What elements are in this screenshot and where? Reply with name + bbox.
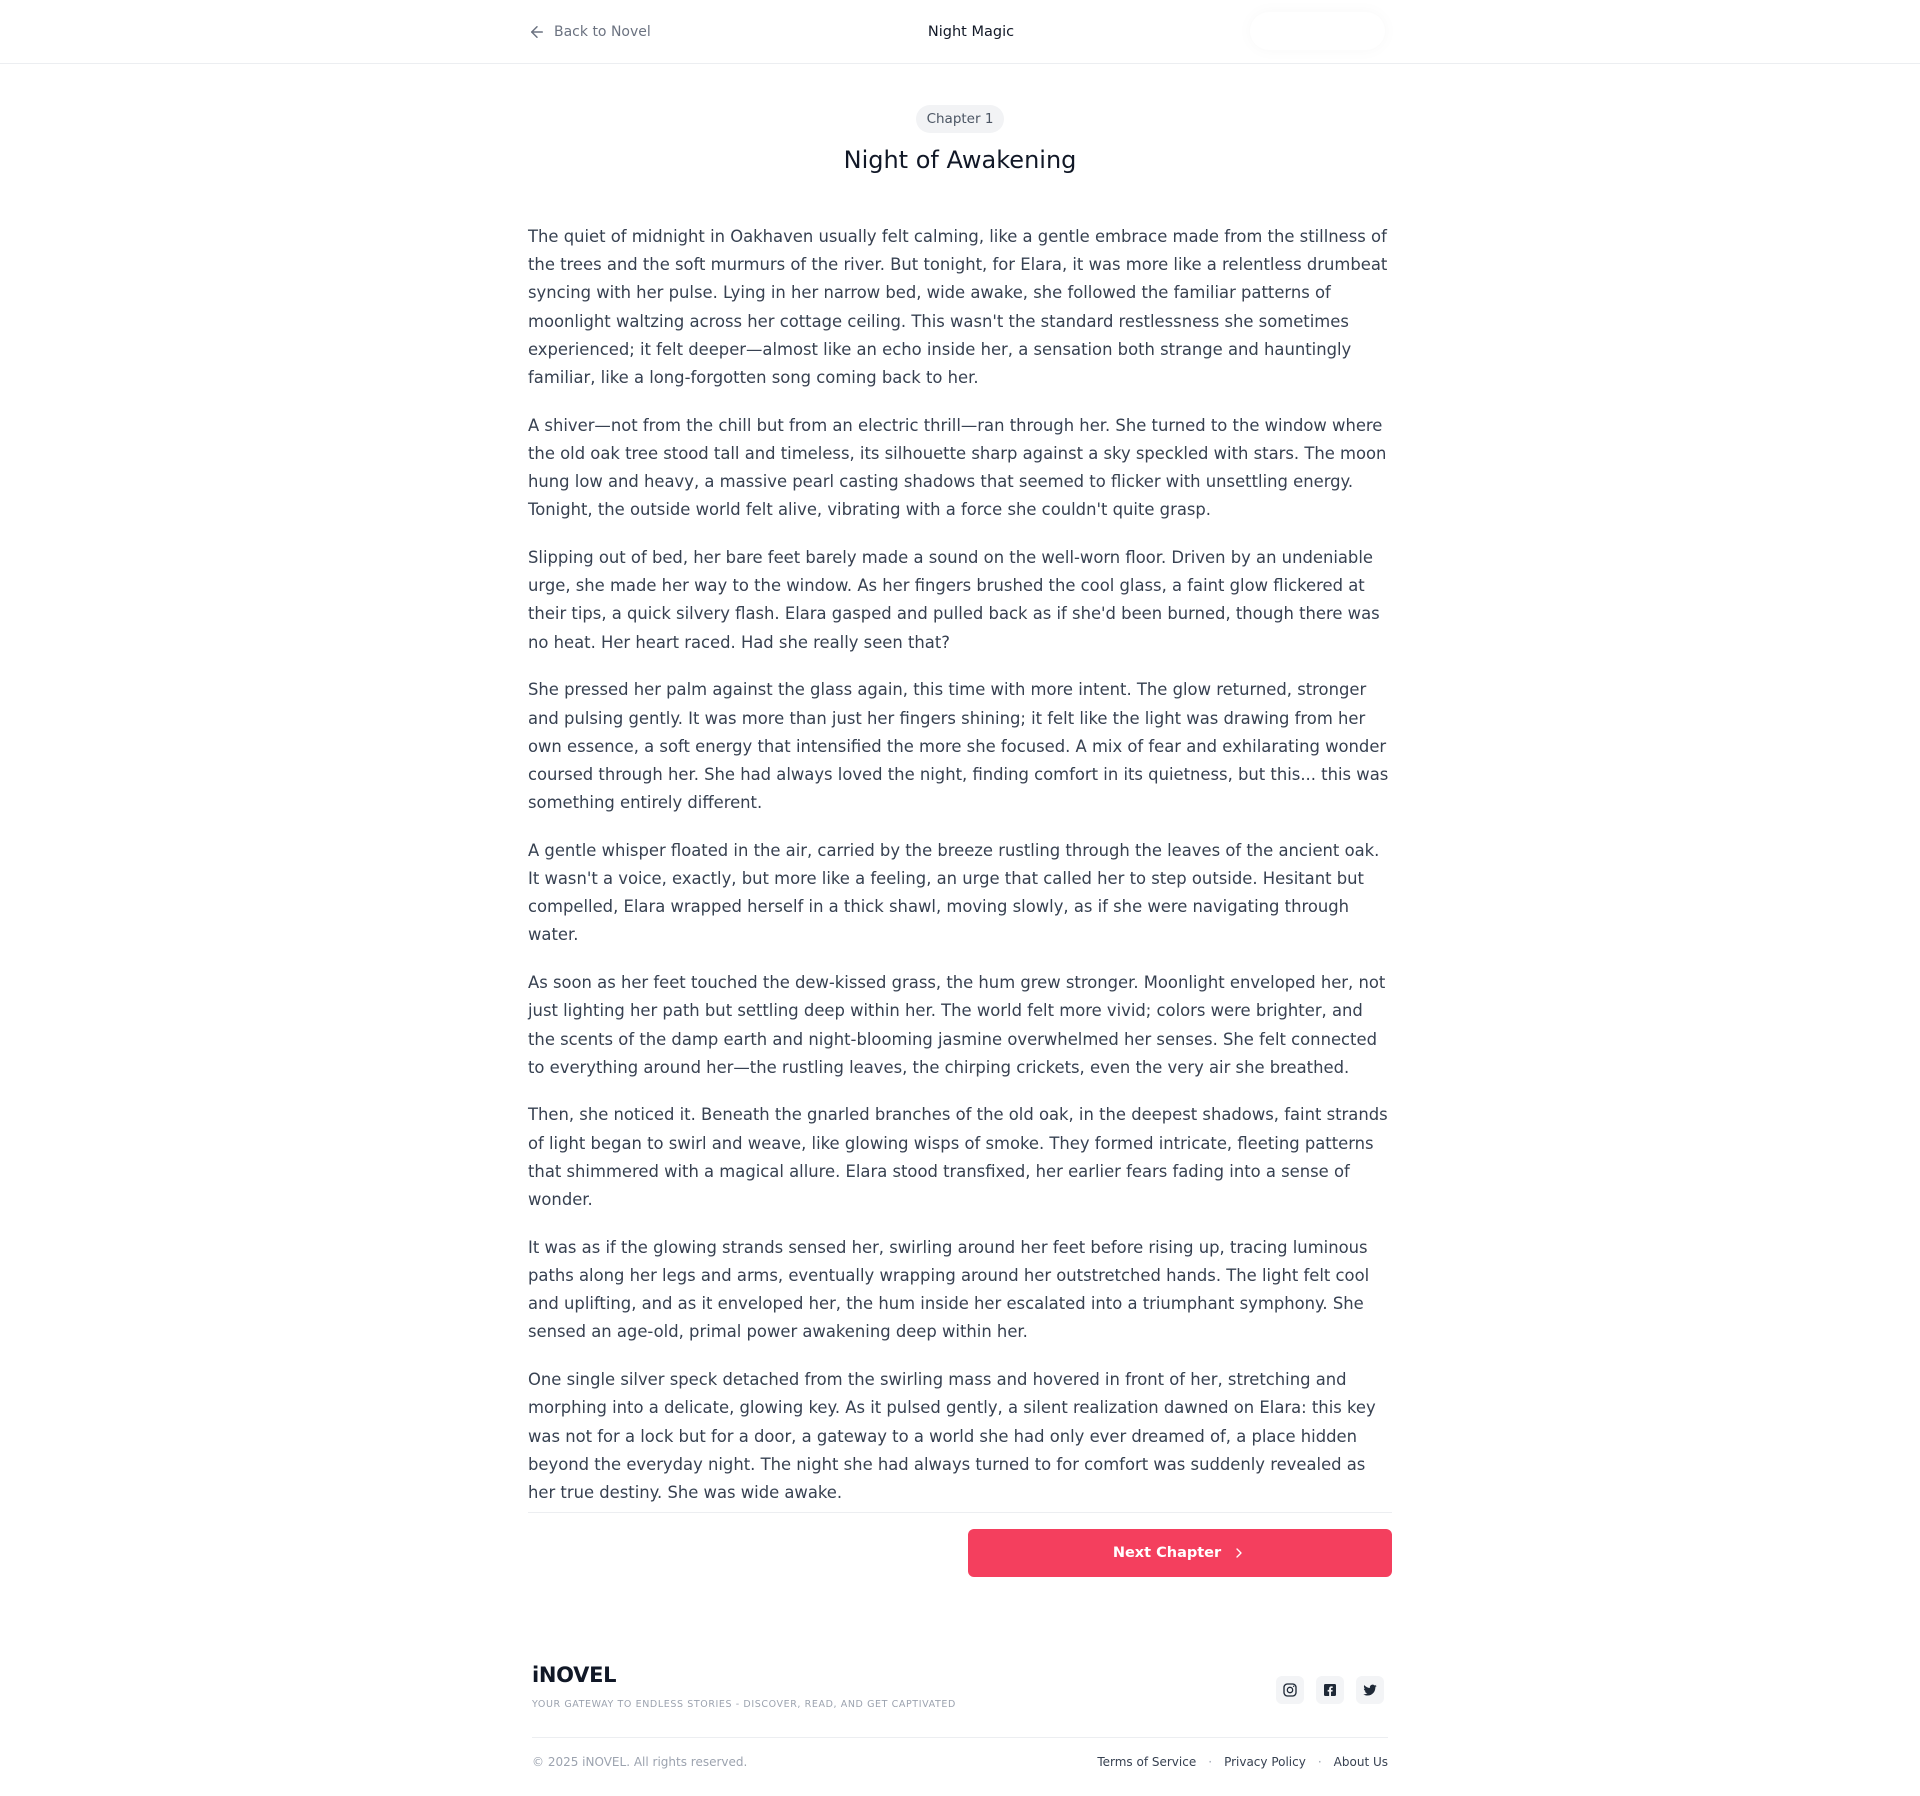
next-chapter-button[interactable] [968,1529,1392,1577]
twitter-link[interactable] [1356,1676,1384,1704]
footer-tagline: YOUR GATEWAY TO ENDLESS STORIES - DISCOVER, READ, AND GET CAPTIVATED [532,1699,956,1710]
chapter-nav-divider [528,1512,1392,1513]
privacy-policy-link[interactable]: Privacy Policy [1224,1755,1306,1769]
facebook-icon [1322,1682,1338,1698]
chapter-paragraph: Then, she noticed it. Beneath the gnarled branches of the old oak, in the deepest shadows, faint strands of light began to swirl and weave, like glowing wisps of smoke. They formed intricate, fleeting patterns that shimmered with a magical allure. Elara stood transfixed, her earlier fears fading into a sense of wonder. [528,1105,1388,1210]
chapter-paragraph: Slipping out of bed, her bare feet barely made a sound on the well-worn floor. Driven by an undeniable urge, she made her way to the window. As her fingers brushed the cool glass, a faint glow flickered at their tips, a quick silvery flash. Elara gasped and pulled back as if she'd been burned, though there was no heat. Her heart raced. Had she really seen that? [528,548,1380,652]
link-separator: · [1317,1755,1322,1769]
chapter-paragraph: As soon as her feet touched the dew-kissed grass, the hum grew stronger. Moonlight enveloped her, not just lighting her path but settling deep within her. The world felt more vivid; colors were brighter, and the scents of the damp earth and night-blooming jasmine overwhelmed her senses. She felt connected to everything around her—the rustling leaves, the chirping crickets, even the very air she breathed. [528,973,1386,1077]
twitter-icon [1362,1682,1378,1698]
chapter-title: Night of Awakening [843,146,1077,174]
next-chapter-label: Next Chapter [1112,1545,1222,1561]
instagram-link[interactable] [1276,1676,1304,1704]
social-links [1276,1676,1384,1704]
chapter-paragraph: She pressed her palm against the glass again, this time with more intent. The glow returned, stronger and pulsing gently. It was more than just her fingers shining; it felt like the light was drawing from her own essence, a soft energy that intensified the more she focused. A mix of fear and exhilarating wonder coursed through her. She had always loved the night, finding comfort in its quietness, but this... this was something entirely different. [528,680,1389,813]
terms-of-service-link[interactable]: Terms of Service [1097,1755,1197,1769]
chapter-paragraph: It was as if the glowing strands sensed her, swirling around her feet before rising up, tracing luminous paths along her legs and arms, eventually wrapping around her outstretched hands. The light felt cool and uplifting, and as it enveloped her, the hum inside her escalated into a triumphant symphony. She sensed an age-old, primal power awakening deep within her. [528,1237,1370,1342]
chapter-content [528,223,1392,1527]
chapter-paragraph: One single silver speck detached from the swirling mass and hovered in front of her, stretching and morphing into a delicate, glowing key. As it pulsed gently, a silent realization dawned on Elara: this key was not for a lock but for a door, a gateway to a world she had only ever dreamed of, a place hidden beyond the everyday night. The night she had always turned to for comfort was suddenly revealed as her true destiny. She was wide awake. [528,1370,1376,1502]
link-separator: · [1208,1755,1213,1769]
copyright-text: © 2025 iNOVEL. All rights reserved. [532,1755,748,1769]
facebook-link[interactable] [1316,1676,1344,1704]
chapter-number-badge: Chapter 1 [916,105,1004,133]
top-bar [0,0,1920,64]
chevron-right-icon [1231,1545,1247,1561]
chapter-paragraph: A gentle whisper floated in the air, carried by the breeze rustling through the leaves of the ancient oak. It wasn't a voice, exactly, but more like a feeling, an urge that called her to step outside. Hesitant but compelled, Elara wrapped herself in a thick shawl, moving slowly, as if she were navigating through water. [528,840,1380,945]
instagram-icon [1282,1682,1298,1698]
footer-divider [532,1737,1388,1738]
reader-settings-control[interactable] [1250,12,1385,50]
novel-title: Night Magic [927,23,1015,40]
footer-brand-logo[interactable]: iNOVEL [532,1663,617,1687]
chapter-paragraph: The quiet of midnight in Oakhaven usually felt calming, like a gentle embrace made from the stillness of the trees and the soft murmurs of the river. But tonight, for Elara, it was more like a relentless drumbeat syncing with her pulse. Lying in her narrow bed, wide awake, she followed the familiar patterns of moonlight waltzing across her cottage ceiling. This wasn't the standard restlessness she sometimes experienced; it felt deeper—almost like an echo inside her, a sensation both strange and hauntingly familiar, like a long-forgotten song coming back to her. [528,227,1388,388]
footer-links [1097,1755,1388,1769]
about-us-link[interactable]: About Us [1333,1755,1388,1769]
back-to-novel-label: Back to Novel [554,24,651,40]
chapter-paragraph: A shiver—not from the chill but from an electric thrill—ran through her. She turned to the window where the old oak tree stood tall and timeless, its silhouette sharp against a sky speckled with stars. The moon hung low and heavy, a massive pearl casting shadows that seemed to flicker with unsettling energy. Tonight, the outside world felt alive, vibrating with a force she couldn't quite grasp. [528,415,1387,520]
